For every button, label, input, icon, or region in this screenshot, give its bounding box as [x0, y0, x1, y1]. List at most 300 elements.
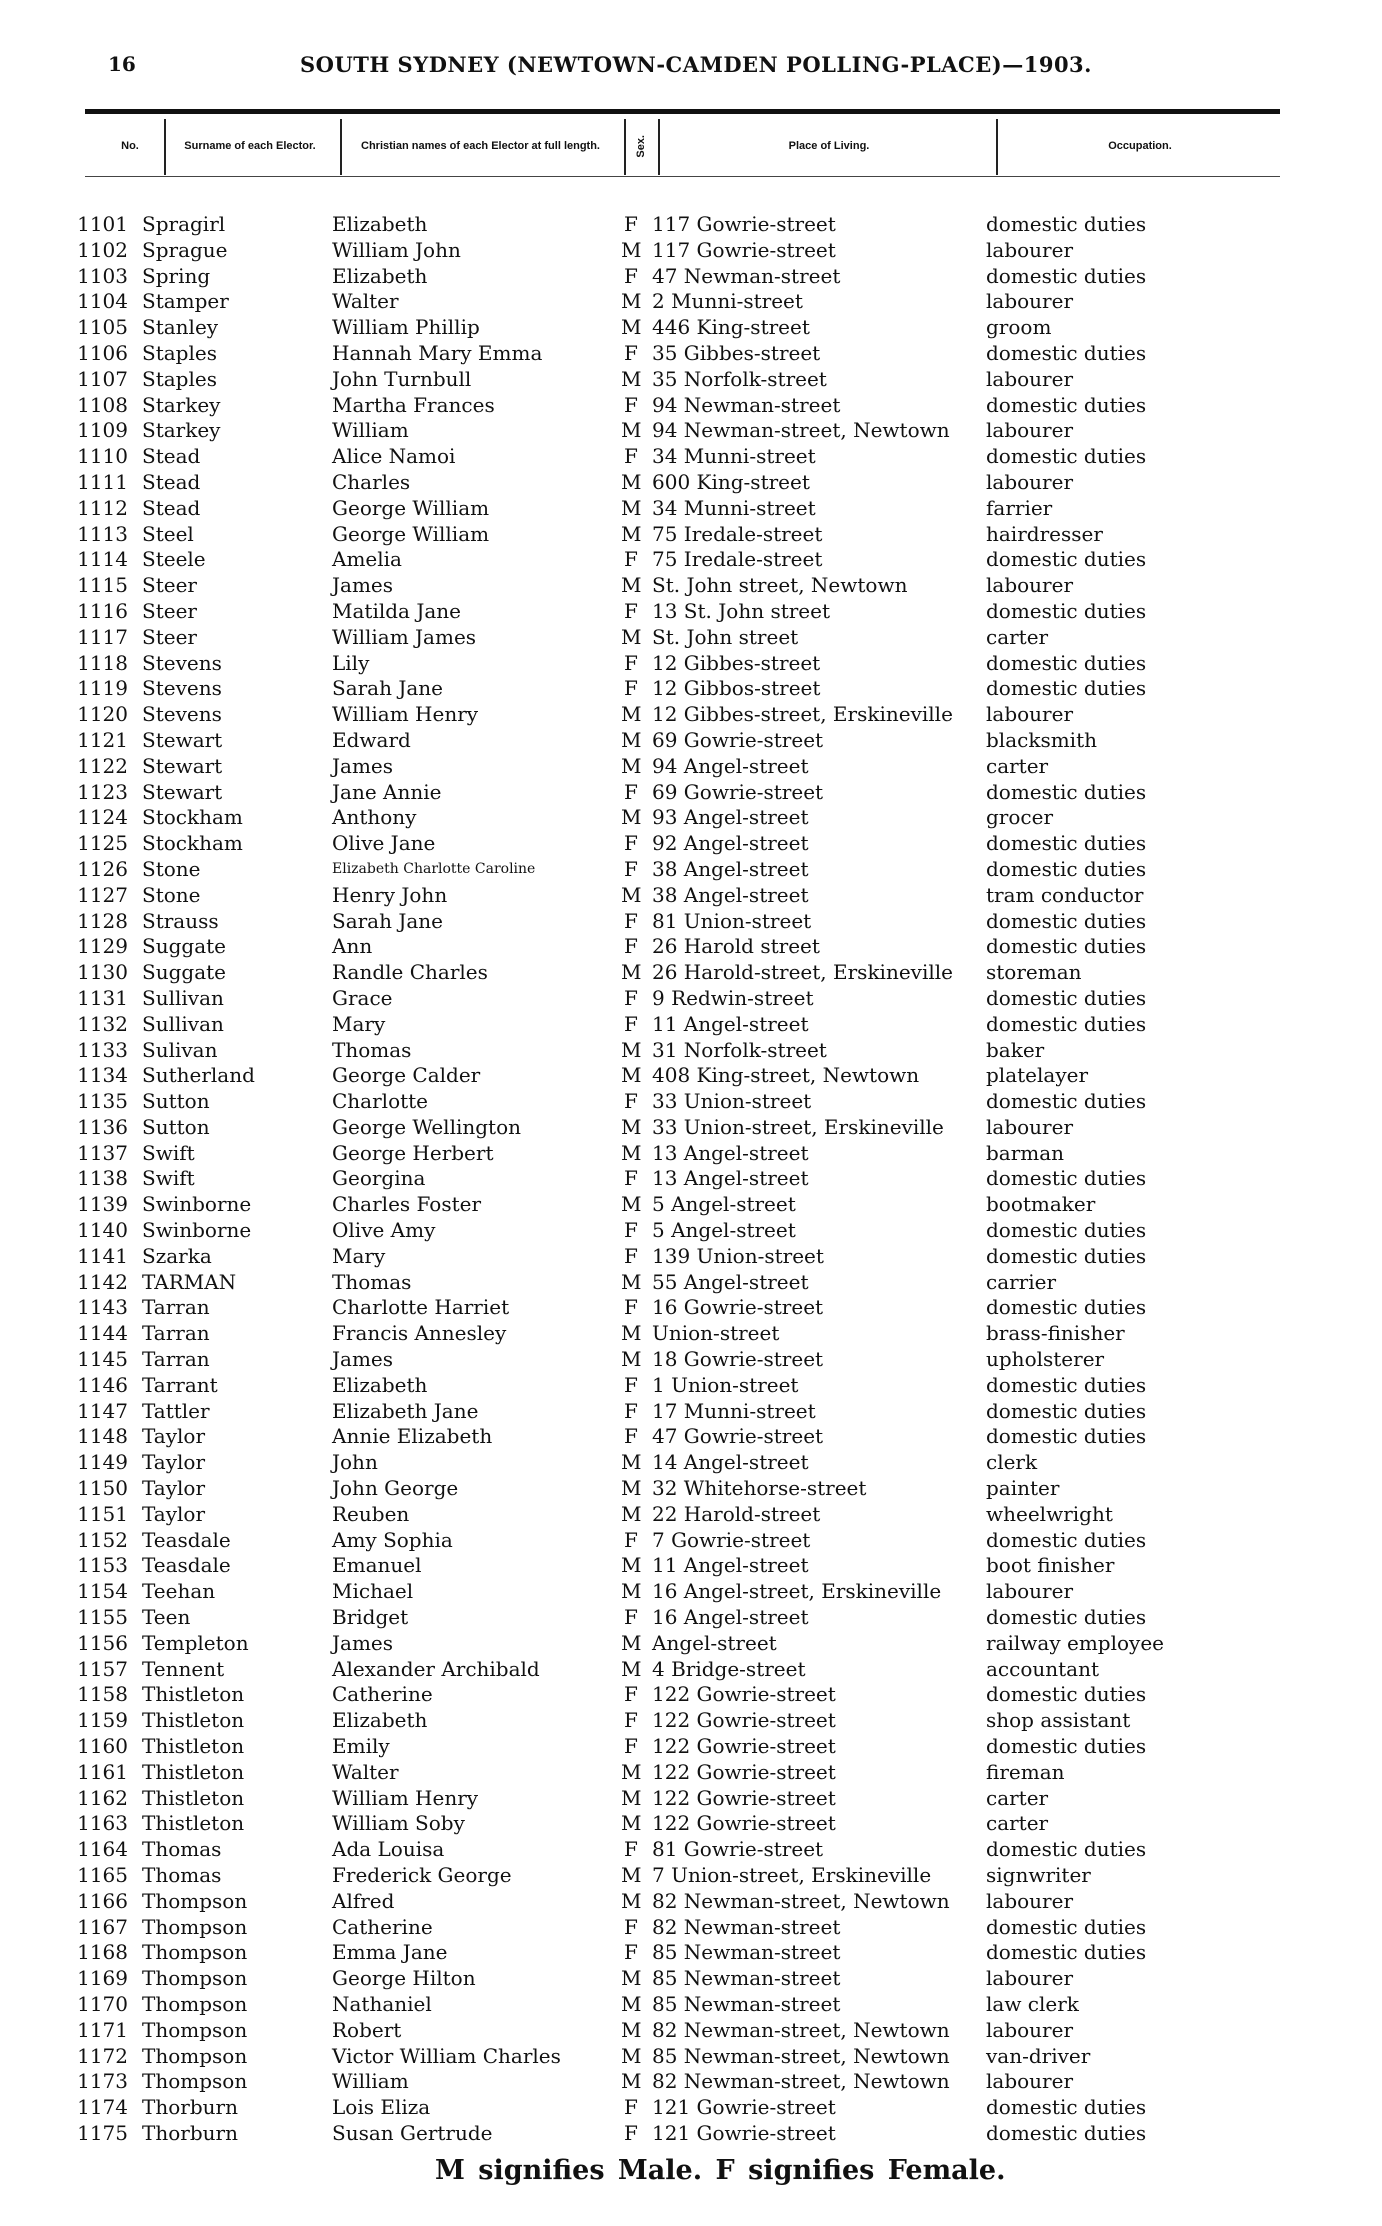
elector-number: 1141: [77, 1243, 128, 1268]
table-row: [0, 2095, 1382, 2121]
elector-place-of-living: 1 Union-street: [652, 1372, 799, 1397]
elector-occupation: labourer: [986, 1579, 1074, 1604]
elector-surname: Taylor: [142, 1424, 206, 1449]
elector-christian-names: George Hilton: [332, 1966, 476, 1991]
elector-place-of-living: 38 Angel-street: [652, 856, 809, 881]
elector-sex: M: [621, 1863, 642, 1887]
elector-sex: M: [621, 805, 642, 830]
elector-place-of-living: 69 Gowrie-street: [652, 779, 824, 804]
elector-christian-names: William Henry: [332, 1785, 479, 1810]
table-row: [0, 754, 1382, 780]
elector-occupation: domestic duties: [986, 212, 1147, 236]
elector-place-of-living: 11 Angel-street: [652, 1553, 809, 1578]
elector-christian-names: John Turnbull: [332, 366, 472, 391]
elector-christian-names: Amelia: [332, 547, 402, 572]
elector-place-of-living: 85 Newman-street, Newtown: [652, 2043, 950, 2068]
elector-place-of-living: 82 Newman-street, Newtown: [652, 2069, 950, 2094]
elector-number: 1134: [77, 1063, 128, 1088]
elector-number: 1169: [77, 1966, 128, 1991]
elector-place-of-living: 55 Angel-street: [652, 1269, 809, 1294]
elector-sex: F: [624, 1089, 638, 1114]
elector-number: 1115: [77, 573, 128, 598]
table-row: [0, 2069, 1382, 2095]
table-row: [0, 651, 1382, 677]
elector-surname: Tattler: [142, 1398, 210, 1423]
elector-number: 1167: [77, 1914, 128, 1939]
elector-occupation: domestic duties: [986, 1372, 1147, 1397]
elector-surname: Steer: [142, 624, 197, 649]
elector-christian-names: Catherine: [332, 1914, 433, 1939]
elector-sex: F: [624, 934, 638, 959]
elector-occupation: carter: [986, 624, 1049, 649]
table-row: [0, 625, 1382, 651]
elector-christian-names: Reuben: [332, 1501, 410, 1526]
elector-number: 1126: [77, 856, 128, 881]
elector-place-of-living: 75 Iredale-street: [652, 521, 823, 546]
elector-place-of-living: 122 Gowrie-street: [652, 1734, 836, 1759]
elector-sex: M: [621, 1476, 642, 1501]
elector-occupation: domestic duties: [986, 1734, 1147, 1759]
elector-place-of-living: 33 Union-street: [652, 1089, 812, 1114]
elector-christian-names: George Wellington: [332, 1114, 522, 1139]
elector-occupation: painter: [986, 1476, 1060, 1501]
elector-place-of-living: 34 Munni-street: [652, 495, 816, 520]
elector-christian-names: Ann: [332, 934, 373, 959]
elector-sex: M: [621, 1759, 642, 1784]
table-row: [0, 780, 1382, 806]
elector-number: 1123: [77, 779, 128, 804]
elector-sex: M: [621, 1037, 642, 1062]
elector-occupation: tram conductor: [986, 882, 1144, 907]
elector-place-of-living: 47 Newman-street: [652, 263, 841, 288]
elector-sex: M: [621, 1321, 642, 1346]
header-rule-bottom: [85, 176, 1280, 177]
elector-christian-names: George Herbert: [332, 1140, 494, 1165]
elector-surname: Thistleton: [142, 1759, 245, 1784]
elector-number: 1154: [77, 1579, 128, 1604]
elector-christian-names: Thomas: [332, 1269, 412, 1294]
table-row: [0, 1089, 1382, 1115]
elector-place-of-living: 4 Bridge-street: [652, 1656, 806, 1681]
elector-place-of-living: 5 Angel-street: [652, 1192, 796, 1217]
elector-surname: Staples: [142, 366, 217, 391]
column-divider: [624, 119, 626, 175]
column-header-no: No.: [121, 139, 139, 152]
elector-christian-names: Amy Sophia: [332, 1527, 453, 1552]
elector-place-of-living: 121 Gowrie-street: [652, 2095, 836, 2120]
elector-place-of-living: 446 King-street: [652, 315, 810, 340]
elector-occupation: domestic duties: [986, 392, 1147, 417]
elector-sex: M: [621, 495, 642, 520]
elector-number: 1111: [77, 469, 128, 494]
table-row: [0, 1192, 1382, 1218]
elector-place-of-living: 12 Gibbos-street: [652, 676, 821, 701]
elector-sex: M: [621, 753, 642, 778]
elector-place-of-living: 16 Angel-street, Erskineville: [652, 1579, 942, 1604]
elector-sex: M: [621, 237, 642, 262]
elector-place-of-living: 122 Gowrie-street: [652, 1785, 836, 1810]
column-header-place: Place of Living.: [788, 139, 870, 152]
elector-number: 1138: [77, 1166, 128, 1191]
elector-sex: M: [621, 1114, 642, 1139]
elector-sex: F: [624, 1011, 638, 1036]
table-row: [0, 393, 1382, 419]
elector-sex: M: [621, 315, 642, 340]
elector-christian-names: James: [332, 753, 394, 778]
elector-occupation: domestic duties: [986, 908, 1147, 933]
elector-number: 1108: [77, 392, 128, 417]
elector-christian-names: Francis Annesley: [332, 1321, 507, 1346]
elector-christian-names: Elizabeth Jane: [332, 1398, 479, 1423]
table-row: [0, 1424, 1382, 1450]
elector-occupation: domestic duties: [986, 598, 1147, 623]
elector-christian-names: Emanuel: [332, 1553, 422, 1578]
elector-occupation: labourer: [986, 469, 1074, 494]
elector-sex: M: [621, 1991, 642, 2016]
elector-surname: Thorburn: [142, 2120, 238, 2145]
elector-place-of-living: 82 Newman-street, Newtown: [652, 2017, 950, 2042]
elector-christian-names: Elizabeth: [332, 263, 428, 288]
table-row: [0, 2044, 1382, 2070]
table-row: [0, 1476, 1382, 1502]
elector-surname: Thompson: [142, 2069, 248, 2094]
column-divider: [340, 119, 342, 175]
table-row: [0, 599, 1382, 625]
elector-place-of-living: 22 Harold-street: [652, 1501, 821, 1526]
elector-place-of-living: 34 Munni-street: [652, 444, 816, 469]
elector-sex: M: [621, 1140, 642, 1165]
table-row: [0, 1244, 1382, 1270]
elector-christian-names: Frederick George: [332, 1863, 512, 1887]
elector-christian-names: George Calder: [332, 1063, 481, 1088]
elector-place-of-living: 69 Gowrie-street: [652, 727, 824, 752]
elector-number: 1114: [77, 547, 128, 572]
elector-occupation: shop assistant: [986, 1708, 1131, 1733]
elector-sex: M: [621, 1579, 642, 1604]
elector-place-of-living: 12 Gibbes-street, Erskineville: [652, 702, 953, 727]
elector-surname: Thistleton: [142, 1734, 245, 1759]
table-row: [0, 1811, 1382, 1837]
elector-sex: M: [621, 624, 642, 649]
elector-number: 1137: [77, 1140, 128, 1165]
elector-place-of-living: 85 Newman-street: [652, 1991, 841, 2016]
elector-occupation: labourer: [986, 702, 1074, 727]
elector-number: 1136: [77, 1114, 128, 1139]
elector-surname: Thistleton: [142, 1811, 245, 1836]
elector-number: 1139: [77, 1192, 128, 1217]
elector-sex: M: [621, 1811, 642, 1836]
elector-place-of-living: 85 Newman-street: [652, 1966, 841, 1991]
elector-place-of-living: 9 Redwin-street: [652, 985, 814, 1010]
table-row: [0, 1605, 1382, 1631]
elector-place-of-living: 121 Gowrie-street: [652, 2120, 836, 2145]
column-header-surname: Surname of each Elector.: [184, 139, 316, 152]
elector-occupation: domestic duties: [986, 1940, 1147, 1965]
elector-place-of-living: 117 Gowrie-street: [652, 212, 836, 236]
table-row: [0, 289, 1382, 315]
elector-occupation: groom: [986, 315, 1052, 340]
elector-place-of-living: Union-street: [652, 1321, 780, 1346]
elector-surname: Taylor: [142, 1450, 206, 1475]
elector-surname: Szarka: [142, 1243, 212, 1268]
elector-christian-names: Charlotte: [332, 1089, 429, 1114]
elector-sex: F: [624, 831, 638, 856]
table-row: [0, 470, 1382, 496]
elector-sex: M: [621, 960, 642, 985]
elector-sex: F: [624, 1372, 638, 1397]
elector-christian-names: Emily: [332, 1734, 390, 1759]
elector-sex: F: [624, 779, 638, 804]
elector-sex: F: [624, 650, 638, 675]
elector-christian-names: James: [332, 1630, 394, 1655]
elector-sex: M: [621, 1269, 642, 1294]
elector-number: 1131: [77, 985, 128, 1010]
elector-surname: Swinborne: [142, 1192, 252, 1217]
elector-sex: F: [624, 392, 638, 417]
elector-surname: Staples: [142, 340, 217, 365]
elector-number: 1148: [77, 1424, 128, 1449]
elector-occupation: domestic duties: [986, 676, 1147, 701]
elector-sex: M: [621, 1347, 642, 1372]
elector-surname: Starkey: [142, 392, 221, 417]
elector-surname: Sutherland: [142, 1063, 255, 1088]
elector-number: 1124: [77, 805, 128, 830]
elector-occupation: signwriter: [986, 1863, 1091, 1887]
elector-surname: Spring: [142, 263, 211, 288]
elector-occupation: domestic duties: [986, 263, 1147, 288]
elector-christian-names: Grace: [332, 985, 393, 1010]
elector-surname: Tennent: [142, 1656, 225, 1681]
elector-christian-names: William James: [332, 624, 477, 649]
elector-number: 1135: [77, 1089, 128, 1114]
elector-place-of-living: 81 Union-street: [652, 908, 812, 933]
table-row: [0, 1915, 1382, 1941]
elector-surname: Thompson: [142, 1914, 248, 1939]
elector-place-of-living: 94 Newman-street: [652, 392, 841, 417]
elector-place-of-living: 117 Gowrie-street: [652, 237, 836, 262]
elector-christian-names: Nathaniel: [332, 1991, 432, 2016]
elector-place-of-living: 75 Iredale-street: [652, 547, 823, 572]
elector-number: 1128: [77, 908, 128, 933]
table-row: [0, 857, 1382, 883]
elector-place-of-living: 2 Munni-street: [652, 289, 803, 314]
elector-number: 1125: [77, 831, 128, 856]
elector-number: 1106: [77, 340, 128, 365]
elector-sex: F: [624, 1295, 638, 1320]
elector-surname: Stewart: [142, 727, 223, 752]
table-row: [0, 1012, 1382, 1038]
elector-number: 1103: [77, 263, 128, 288]
elector-occupation: domestic duties: [986, 831, 1147, 856]
elector-number: 1122: [77, 753, 128, 778]
elector-occupation: platelayer: [986, 1063, 1089, 1088]
elector-occupation: wheelwright: [986, 1501, 1113, 1526]
elector-surname: Thompson: [142, 1888, 248, 1913]
elector-christian-names: John George: [332, 1476, 459, 1501]
elector-number: 1101: [77, 212, 128, 236]
elector-occupation: domestic duties: [986, 340, 1147, 365]
elector-place-of-living: 13 Angel-street: [652, 1166, 809, 1191]
elector-sex: F: [624, 1166, 638, 1191]
elector-christian-names: Olive Jane: [332, 831, 436, 856]
table-row: [0, 1708, 1382, 1734]
table-row: [0, 1141, 1382, 1167]
elector-occupation: domestic duties: [986, 856, 1147, 881]
elector-surname: Teasdale: [142, 1527, 231, 1552]
table-row: [0, 1786, 1382, 1812]
elector-place-of-living: 122 Gowrie-street: [652, 1708, 836, 1733]
elector-place-of-living: 18 Gowrie-street: [652, 1347, 824, 1372]
elector-number: 1117: [77, 624, 128, 649]
elector-christian-names: Henry John: [332, 882, 448, 907]
elector-occupation: domestic duties: [986, 1424, 1147, 1449]
elector-surname: Stevens: [142, 702, 222, 727]
elector-surname: Thomas: [142, 1837, 222, 1862]
elector-occupation: storeman: [986, 960, 1082, 985]
elector-sex: M: [621, 1888, 642, 1913]
table-row: [0, 2018, 1382, 2044]
elector-number: 1158: [77, 1682, 128, 1707]
elector-christian-names: Alice Namoi: [332, 444, 456, 469]
elector-sex: M: [621, 1656, 642, 1681]
elector-christian-names: Mary: [332, 1011, 386, 1036]
table-row: [0, 1270, 1382, 1296]
elector-surname: Tarran: [142, 1321, 210, 1346]
elector-occupation: railway employee: [986, 1630, 1164, 1655]
elector-occupation: labourer: [986, 237, 1074, 262]
elector-number: 1143: [77, 1295, 128, 1320]
table-row: [0, 264, 1382, 290]
table-row: [0, 522, 1382, 548]
elector-occupation: domestic duties: [986, 1398, 1147, 1423]
elector-surname: Stone: [142, 856, 201, 881]
column-header-christian-names: Christian names of each Elector at full length.: [361, 139, 600, 152]
elector-christian-names: Walter: [332, 1759, 399, 1784]
elector-christian-names: William Soby: [332, 1811, 465, 1836]
elector-occupation: domestic duties: [986, 1166, 1147, 1191]
elector-surname: Sutton: [142, 1089, 210, 1114]
elector-surname: Tarran: [142, 1347, 210, 1372]
elector-occupation: farrier: [986, 495, 1053, 520]
elector-surname: Sullivan: [142, 985, 224, 1010]
elector-number: 1151: [77, 1501, 128, 1526]
elector-place-of-living: 38 Angel-street: [652, 882, 809, 907]
elector-christian-names: Lois Eliza: [332, 2095, 431, 2120]
table-row: [0, 986, 1382, 1012]
elector-number: 1132: [77, 1011, 128, 1036]
table-row: [0, 367, 1382, 393]
elector-place-of-living: 122 Gowrie-street: [652, 1682, 836, 1707]
elector-place-of-living: 94 Angel-street: [652, 753, 809, 778]
elector-number: 1109: [77, 418, 128, 443]
elector-occupation: domestic duties: [986, 1011, 1147, 1036]
elector-sex: M: [621, 366, 642, 391]
elector-surname: Thistleton: [142, 1708, 245, 1733]
elector-surname: Stevens: [142, 650, 222, 675]
elector-surname: Steel: [142, 521, 194, 546]
sex-legend: M signifies Male. F signifies Female.: [435, 2155, 1006, 2186]
elector-place-of-living: 14 Angel-street: [652, 1450, 809, 1475]
table-row: [0, 805, 1382, 831]
elector-sex: F: [624, 2120, 638, 2145]
elector-sex: M: [621, 1553, 642, 1578]
elector-number: 1107: [77, 366, 128, 391]
elector-occupation: carter: [986, 753, 1049, 778]
elector-place-of-living: 11 Angel-street: [652, 1011, 809, 1036]
elector-occupation: domestic duties: [986, 1682, 1147, 1707]
elector-occupation: domestic duties: [986, 547, 1147, 572]
elector-place-of-living: 85 Newman-street: [652, 1940, 841, 1965]
elector-surname: Stockham: [142, 831, 243, 856]
elector-occupation: labourer: [986, 418, 1074, 443]
elector-place-of-living: 7 Union-street, Erskineville: [652, 1863, 932, 1887]
elector-number: 1173: [77, 2069, 128, 2094]
table-row: [0, 2121, 1382, 2147]
elector-sex: F: [624, 1914, 638, 1939]
elector-sex: F: [624, 985, 638, 1010]
elector-occupation: bootmaker: [986, 1192, 1096, 1217]
elector-occupation: domestic duties: [986, 1089, 1147, 1114]
elector-occupation: hairdresser: [986, 521, 1103, 546]
elector-number: 1174: [77, 2095, 128, 2120]
elector-sex: F: [624, 212, 638, 236]
page-title: SOUTH SYDNEY (NEWTOWN-CAMDEN POLLING-PLACE)—1903.: [300, 52, 1092, 77]
table-row: [0, 496, 1382, 522]
table-row: [0, 1940, 1382, 1966]
elector-sex: F: [624, 2095, 638, 2120]
elector-number: 1146: [77, 1372, 128, 1397]
elector-occupation: domestic duties: [986, 1527, 1147, 1552]
elector-number: 1142: [77, 1269, 128, 1294]
table-row: [0, 1579, 1382, 1605]
elector-number: 1116: [77, 598, 128, 623]
elector-place-of-living: 13 St. John street: [652, 598, 831, 623]
table-row: [0, 934, 1382, 960]
elector-sex: F: [624, 1940, 638, 1965]
table-row: [0, 831, 1382, 857]
elector-christian-names: Emma Jane: [332, 1940, 448, 1965]
elector-occupation: domestic duties: [986, 1914, 1147, 1939]
table-row: [0, 1553, 1382, 1579]
elector-occupation: domestic duties: [986, 1243, 1147, 1268]
elector-number: 1118: [77, 650, 128, 675]
elector-surname: Sulivan: [142, 1037, 218, 1062]
elector-christian-names: William Henry: [332, 702, 479, 727]
elector-place-of-living: 26 Harold street: [652, 934, 820, 959]
elector-surname: Sullivan: [142, 1011, 224, 1036]
elector-christian-names: William John: [332, 237, 461, 262]
elector-occupation: carrier: [986, 1269, 1057, 1294]
elector-surname: Templeton: [142, 1630, 249, 1655]
elector-sex: F: [624, 1708, 638, 1733]
table-row: [0, 1682, 1382, 1708]
elector-occupation: labourer: [986, 2017, 1074, 2042]
elector-occupation: domestic duties: [986, 650, 1147, 675]
elector-occupation: domestic duties: [986, 1218, 1147, 1243]
table-row: [0, 1889, 1382, 1915]
table-row: [0, 1218, 1382, 1244]
elector-number: 1147: [77, 1398, 128, 1423]
elector-surname: Stamper: [142, 289, 229, 314]
elector-christian-names: Alexander Archibald: [332, 1656, 540, 1681]
elector-sex: F: [624, 444, 638, 469]
elector-sex: M: [621, 2017, 642, 2042]
elector-place-of-living: 5 Angel-street: [652, 1218, 796, 1243]
elector-occupation: labourer: [986, 289, 1074, 314]
elector-surname: Thompson: [142, 1940, 248, 1965]
elector-sex: M: [621, 1966, 642, 1991]
elector-sex: F: [624, 340, 638, 365]
